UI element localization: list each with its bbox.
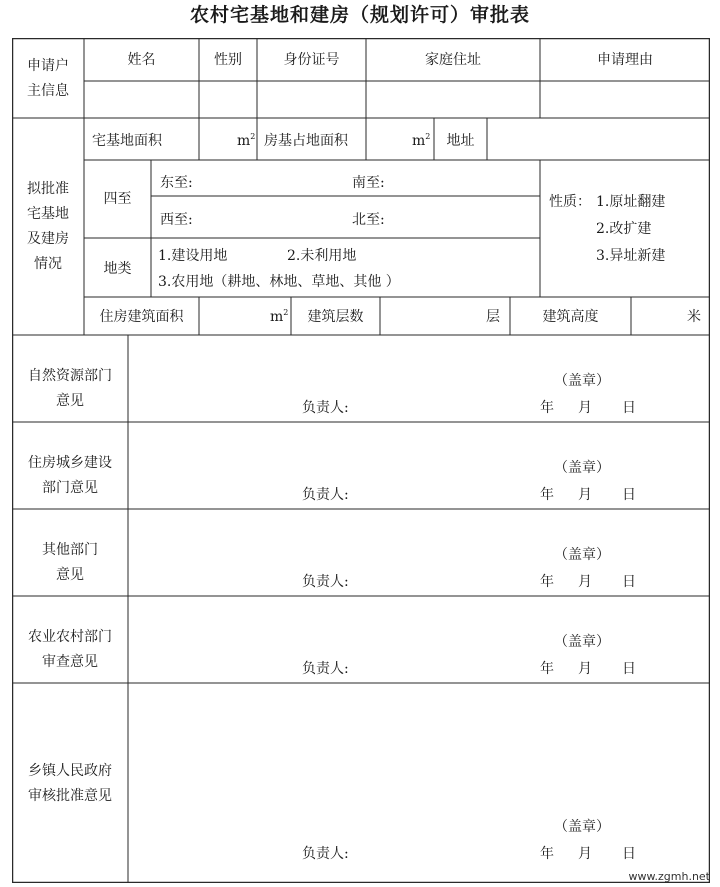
day-label: 日 [622,487,636,503]
month-label: 月 [578,574,592,590]
seal-mark: （盖章） [554,634,610,650]
height-label: 建筑高度 [542,309,599,325]
application-reason-input-cell[interactable] [541,82,709,117]
land-type-label: 地类 [103,261,132,277]
year-label: 年 [540,846,554,862]
year-label: 年 [540,661,554,677]
header-gender: 性别 [214,52,242,68]
applicant-section-label: 申请户 主信息 [27,58,69,99]
agriculture-dept-label: 农业农村部门 审查意见 [28,629,112,670]
header-id-number: 身份证号 [283,52,340,68]
south-boundary-label: 南至: [352,175,385,191]
nature-option-relocate[interactable]: 3.异址新建 [596,248,666,264]
east-boundary-label: 东至: [160,175,193,191]
responsible-person-label: 负责人: [302,661,349,677]
north-boundary-label: 北至: [352,212,385,228]
land-option-agricultural[interactable]: 3.农用地（耕地、林地、草地、其他 ） [158,274,400,290]
natural-resources-dept-label: 自然资源部门 意见 [28,368,112,409]
planned-section-label: 拟批准 宅基地 及建房 情况 [27,181,69,272]
responsible-person-label: 负责人: [302,400,349,416]
day-label: 日 [622,400,636,416]
header-home-address: 家庭住址 [425,52,481,68]
id-number-input-cell[interactable] [258,82,365,117]
year-label: 年 [540,400,554,416]
month-label: 月 [578,846,592,862]
height-unit: 米 [687,309,701,325]
nature-option-expand[interactable]: 2.改扩建 [596,221,652,237]
header-application-reason: 申请理由 [597,52,653,68]
home-address-input-cell[interactable] [367,82,539,117]
footprint-area-unit: $m^2$ [412,132,431,149]
footprint-area-label: 房基占地面积 [264,133,348,149]
township-government-label: 乡镇人民政府 审核批准意见 [28,763,112,804]
approval-form-table [12,38,710,883]
name-input-cell[interactable] [85,82,198,117]
homestead-area-label: 宅基地面积 [92,133,162,149]
building-area-unit: $m^2$ [270,308,289,325]
floors-label: 建筑层数 [307,309,364,325]
land-option-unused[interactable]: 2.未利用地 [287,248,357,264]
address-label: 地址 [446,133,475,149]
seal-mark: （盖章） [554,547,610,563]
year-label: 年 [540,574,554,590]
seal-mark: （盖章） [554,460,610,476]
land-option-construction[interactable]: 1.建设用地 [158,248,228,264]
seal-mark: （盖章） [554,373,610,389]
responsible-person-label: 负责人: [302,846,349,862]
nature-option-rebuild[interactable]: 1.原址翻建 [596,194,666,210]
west-boundary-label: 西至: [160,212,193,228]
building-area-label: 住房建筑面积 [99,309,184,325]
floors-unit: 层 [486,309,500,325]
day-label: 日 [622,574,636,590]
header-name: 姓名 [127,52,156,68]
day-label: 日 [622,661,636,677]
year-label: 年 [540,487,554,503]
month-label: 月 [578,400,592,416]
month-label: 月 [578,487,592,503]
form-title: 农村宅基地和建房（规划许可）审批表 [189,4,530,26]
gender-input-cell[interactable] [200,82,256,117]
nature-label: 性质： [549,194,591,210]
seal-mark: （盖章） [554,819,610,835]
other-dept-label: 其他部门 意见 [42,542,98,583]
homestead-area-unit: $m^2$ [237,132,256,149]
month-label: 月 [578,661,592,677]
responsible-person-label: 负责人: [302,574,349,590]
housing-dept-label: 住房城乡建设 部门意见 [28,455,112,496]
watermark-text: www.zgmh.net [628,870,710,883]
address-input-cell[interactable] [488,119,709,159]
day-label: 日 [622,846,636,862]
responsible-person-label: 负责人: [302,487,349,503]
four-sides-label: 四至 [103,191,132,207]
